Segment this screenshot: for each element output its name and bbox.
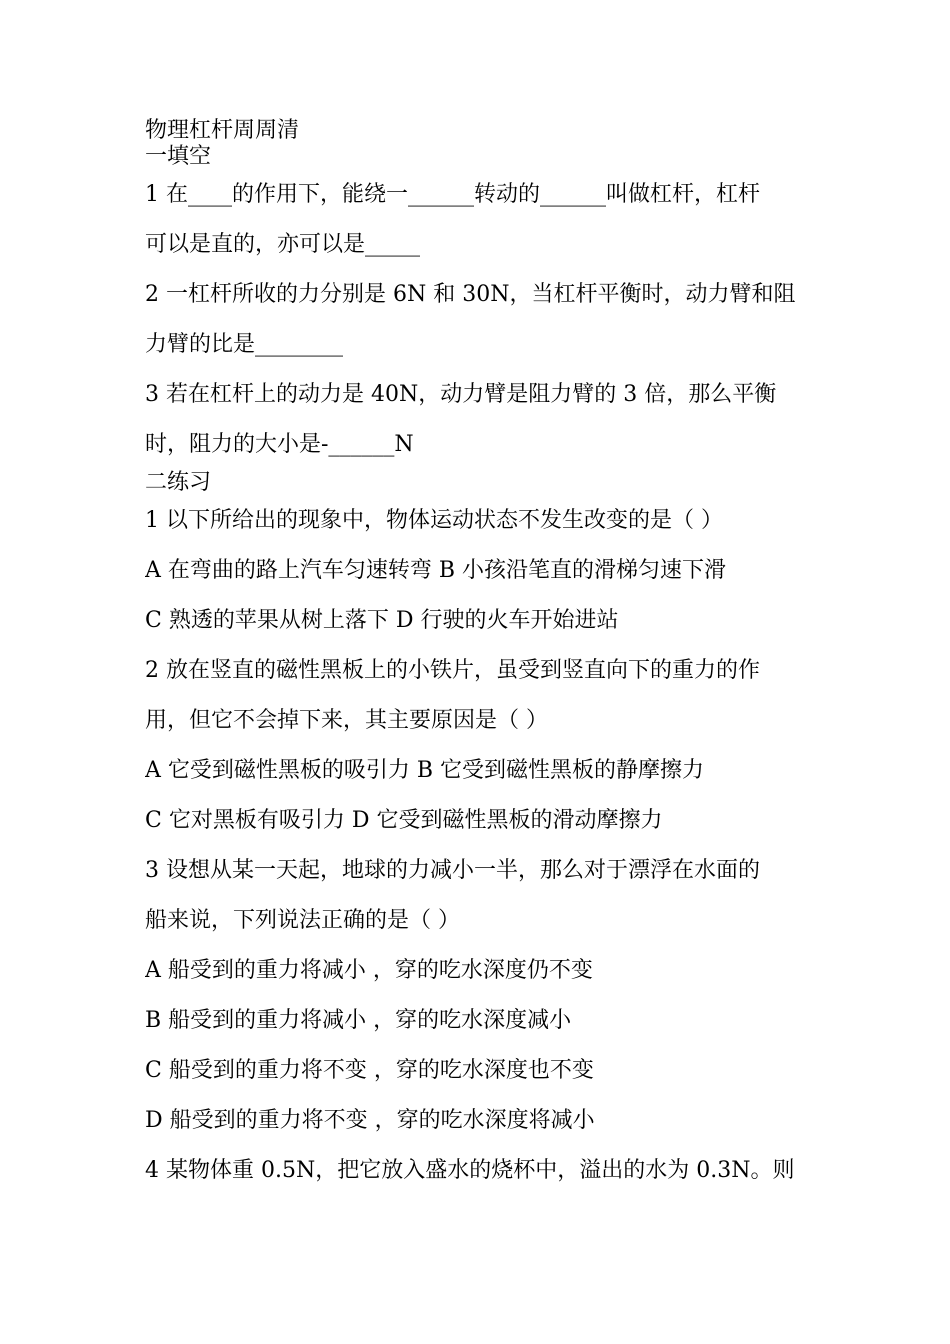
fill-question-3-line-2: 时，阻力的大小是-______N	[145, 432, 414, 457]
practice-question-1-options-ab: A 在弯曲的路上汽车匀速转弯 B 小孩沿笔直的滑梯匀速下滑	[145, 558, 727, 583]
document-title: 物理杠杆周周清	[145, 118, 300, 143]
fill-question-1-line-2: 可以是直的，亦可以是_____	[145, 232, 421, 257]
practice-question-3-option-a: A 船受到的重力将减小 ，穿的吃水深度仍不变	[145, 958, 593, 983]
practice-question-2-stem-line-1: 2 放在竖直的磁性黑板上的小铁片，虽受到竖直向下的重力的作	[145, 658, 760, 683]
practice-question-3-option-c: C 船受到的重力将不变 ，穿的吃水深度也不变	[145, 1058, 594, 1083]
fill-question-2-line-2: 力臂的比是________	[145, 332, 344, 357]
practice-question-3-option-b: B 船受到的重力将减小 ，穿的吃水深度减小	[145, 1008, 572, 1033]
practice-question-1-options-cd: C 熟透的苹果从树上落下 D 行驶的火车开始进站	[145, 608, 619, 633]
section-heading-fill-in: 一填空	[145, 144, 212, 169]
practice-question-3-stem-line-1: 3 设想从某一天起，地球的力减小一半，那么对于漂浮在水面的	[145, 858, 760, 883]
practice-question-3-option-d: D 船受到的重力将不变 ，穿的吃水深度将减小	[145, 1108, 595, 1133]
document-page	[145, 118, 815, 1196]
fill-question-3-line-1: 3 若在杠杆上的动力是 40N，动力臂是阻力臂的 3 倍，那么平衡	[145, 382, 777, 407]
practice-question-1-stem: 1 以下所给出的现象中，物体运动状态不发生改变的是（ ）	[145, 508, 723, 533]
practice-question-4-stem-line-1: 4 某物体重 0.5N，把它放入盛水的烧杯中，溢出的水为 0.3N。则	[145, 1158, 795, 1183]
fill-question-1-line-1: 1 在____的作用下，能绕一______转动的______叫做杠杆，杠杆	[145, 182, 760, 207]
section-heading-practice: 二练习	[145, 470, 212, 495]
practice-question-3-stem-line-2: 船来说，下列说法正确的是（ ）	[145, 908, 460, 933]
practice-question-2-stem-line-2: 用，但它不会掉下来，其主要原因是（ ）	[145, 708, 548, 733]
fill-question-2-line-1: 2 一杠杆所收的力分别是 6N 和 30N，当杠杆平衡时，动力臂和阻	[145, 282, 796, 307]
practice-question-2-options-ab: A 它受到磁性黑板的吸引力 B 它受到磁性黑板的静摩擦力	[145, 758, 705, 783]
practice-question-2-options-cd: C 它对黑板有吸引力 D 它受到磁性黑板的滑动摩擦力	[145, 808, 663, 833]
